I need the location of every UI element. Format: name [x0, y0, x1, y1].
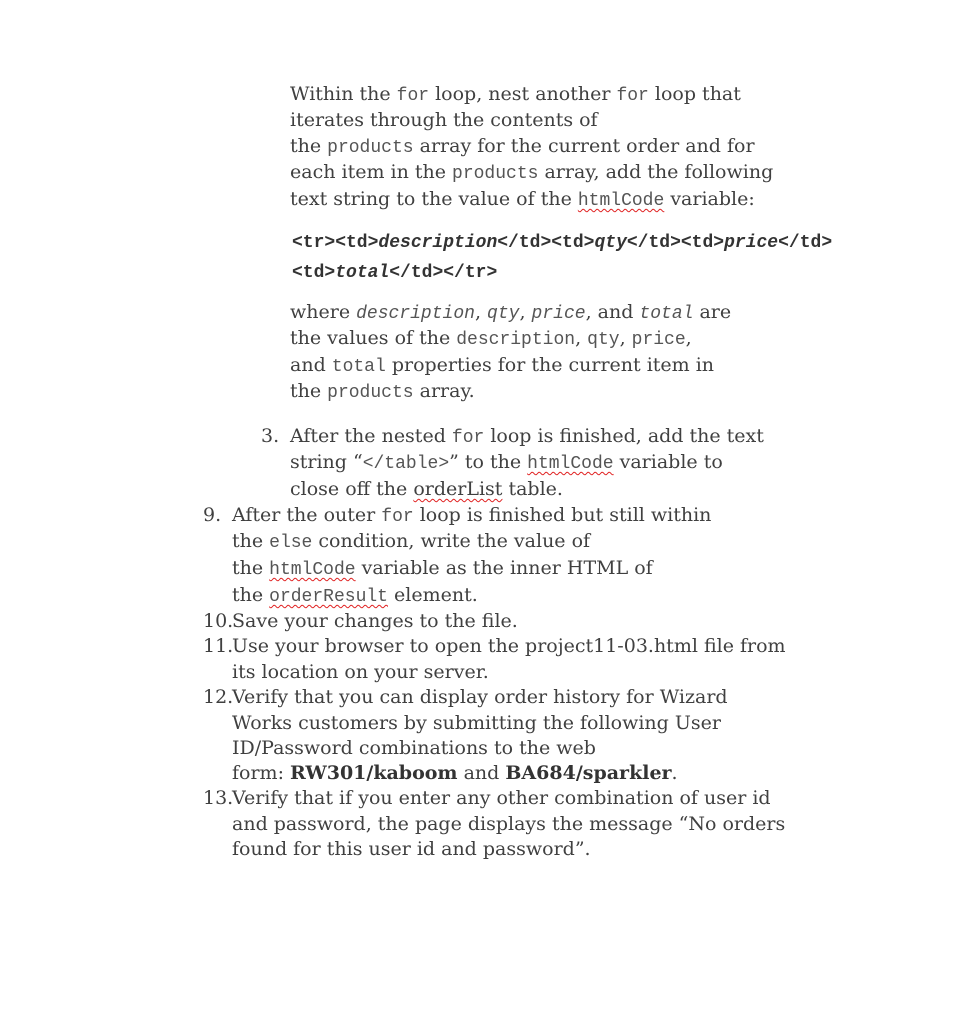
- text-line: Save your changes to the file.: [232, 610, 518, 632]
- text: text string to the value of the: [290, 188, 578, 210]
- text: where: [290, 301, 357, 323]
- code-identifier: price: [631, 330, 686, 350]
- text: ,: [519, 301, 532, 323]
- code-identifier: htmlCode: [577, 191, 665, 211]
- text-line: [290, 186, 755, 214]
- code-tag: <td>: [292, 263, 336, 283]
- code-placeholder: price: [531, 304, 586, 324]
- code-line: [292, 228, 832, 256]
- text: ,: [685, 327, 692, 349]
- list-number: 9.: [203, 504, 222, 526]
- list-number: 12.: [203, 686, 234, 708]
- text: loop is finished, add the text: [484, 425, 764, 447]
- text: the: [232, 530, 270, 552]
- code-identifier: total: [331, 357, 386, 377]
- text: condition, write the value of: [312, 530, 591, 552]
- text: and: [457, 762, 506, 784]
- code-identifier: description: [456, 330, 576, 350]
- text: the: [232, 557, 270, 579]
- text-line: found for this user id and password”.: [232, 838, 591, 860]
- text-line: [232, 555, 653, 583]
- text: each item in the: [290, 161, 453, 183]
- list-number: 10.: [203, 610, 234, 632]
- text: close off the: [290, 478, 414, 500]
- text-line: [232, 502, 711, 530]
- text: .: [671, 762, 678, 784]
- text-line: and password, the page displays the message “No orders: [232, 813, 786, 835]
- code-placeholder: total: [639, 304, 694, 324]
- code-tag: </td><td>: [626, 233, 725, 253]
- text-line: [232, 582, 478, 610]
- text: array.: [413, 380, 475, 402]
- text: element.: [387, 584, 478, 606]
- credential: BA684/sparkler: [505, 762, 672, 784]
- text-line: Use your browser to open the project11-03.html file from: [232, 635, 786, 657]
- credential: RW301/kaboom: [290, 762, 458, 784]
- text: string “: [290, 451, 363, 473]
- code-keyword: for: [616, 86, 649, 106]
- text: loop that: [648, 83, 741, 105]
- text-line: [290, 449, 723, 477]
- code-placeholder: qty: [487, 304, 520, 324]
- code-tag: </td>: [778, 233, 833, 253]
- text: variable to: [613, 451, 723, 473]
- text: Within the: [290, 83, 397, 105]
- text: ,: [575, 327, 588, 349]
- text: the: [232, 584, 270, 606]
- text: variable:: [664, 188, 755, 210]
- code-placeholder: price: [724, 233, 779, 253]
- code-identifier: products: [327, 138, 414, 158]
- code-identifier: products: [327, 383, 414, 403]
- text: the: [290, 135, 328, 157]
- code-tag: </td></tr>: [389, 263, 498, 283]
- list-number: 11.: [203, 635, 234, 657]
- code-placeholder: description: [356, 304, 475, 324]
- text: are: [693, 301, 732, 323]
- code-keyword: for: [381, 507, 414, 527]
- identifier-word: orderList: [413, 478, 503, 500]
- text-line: [290, 159, 773, 187]
- code-placeholder: total: [335, 263, 390, 283]
- text-line: ID/Password combinations to the web: [232, 737, 596, 759]
- list-number: 13.: [203, 787, 234, 809]
- text-line: [290, 378, 475, 406]
- code-keyword: for: [451, 428, 485, 448]
- code-identifier: products: [452, 164, 539, 184]
- text: loop is finished but still within: [413, 504, 712, 526]
- text-line: [232, 760, 678, 786]
- text-line: Verify that if you enter any other combination of user id: [232, 787, 771, 809]
- text-line: its location on your server.: [232, 661, 489, 683]
- code-tag: </table>: [362, 454, 450, 474]
- text-line: [290, 81, 741, 109]
- text-line: [290, 133, 755, 161]
- text: After the outer: [232, 504, 382, 526]
- text: the values of the: [290, 327, 457, 349]
- text: table.: [502, 478, 563, 500]
- text: ,: [619, 327, 632, 349]
- code-placeholder: qty: [594, 233, 627, 253]
- text: array, add the following: [538, 161, 774, 183]
- code-tag: </td><td>: [497, 233, 595, 253]
- text: loop, nest another: [429, 83, 617, 105]
- code-line: [292, 258, 497, 286]
- text-line: Verify that you can display order history for Wizard: [232, 686, 728, 708]
- text: array for the current order and for: [413, 135, 755, 157]
- text: variable as the inner HTML of: [355, 557, 653, 579]
- code-identifier: orderResult: [269, 587, 388, 607]
- text-line: [232, 528, 590, 556]
- text: ,: [474, 301, 488, 323]
- text: , and: [585, 301, 640, 323]
- code-keyword: else: [269, 533, 313, 553]
- code-identifier: qty: [587, 330, 620, 350]
- code-identifier: htmlCode: [269, 560, 356, 580]
- text-line: [290, 325, 692, 353]
- text: ” to the: [449, 451, 528, 473]
- text: form:: [232, 762, 291, 784]
- code-identifier: htmlCode: [527, 454, 614, 474]
- text: After the nested: [290, 425, 452, 447]
- code-tag: <tr><td>: [292, 233, 379, 253]
- text-line: [290, 299, 731, 327]
- text-line: [290, 423, 764, 451]
- text: properties for the current item in: [385, 354, 715, 376]
- code-keyword: for: [396, 86, 430, 106]
- text-line: [290, 476, 563, 502]
- text-line: [290, 352, 714, 380]
- list-number: 3.: [261, 425, 280, 447]
- text-line: iterates through the contents of: [290, 109, 598, 131]
- text-line: Works customers by submitting the following User: [232, 712, 721, 734]
- text: the: [290, 380, 328, 402]
- code-placeholder: description: [378, 233, 498, 253]
- text: and: [290, 354, 332, 376]
